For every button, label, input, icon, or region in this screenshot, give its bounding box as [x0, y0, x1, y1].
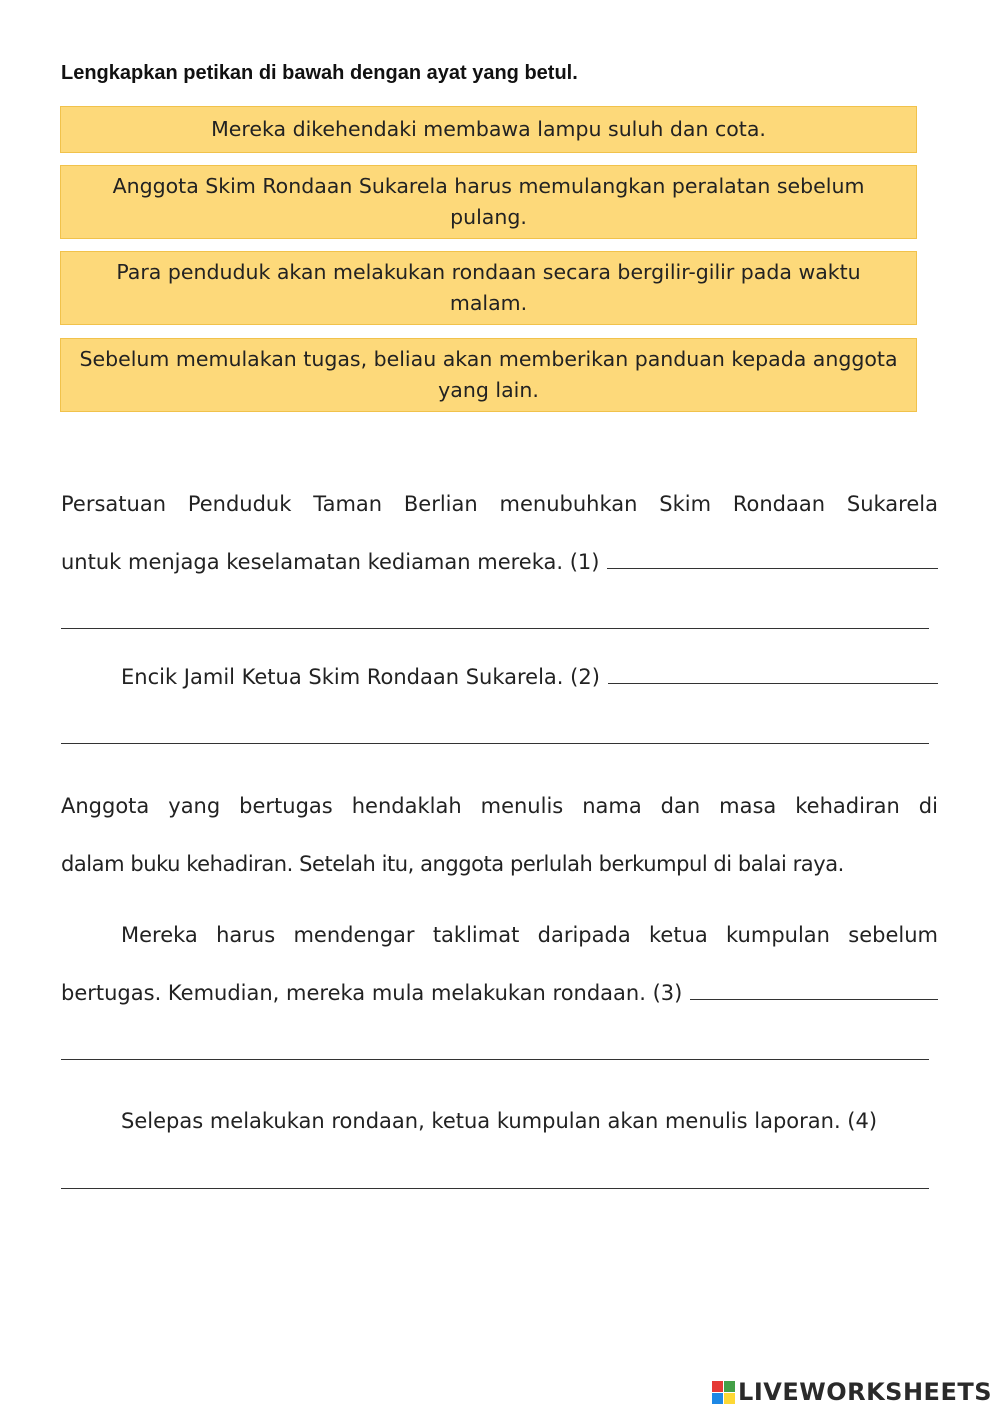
word: Penduduk — [187, 492, 292, 516]
passage-p1-line1 — [61, 492, 938, 516]
word: ketua — [649, 923, 708, 947]
word: menulis — [480, 794, 564, 818]
passage-text: bertugas. Kemudian, mereka mula melakukan rondaan. (3) — [61, 981, 683, 1005]
word: Mereka — [121, 923, 198, 947]
answer-blank-1-continued[interactable] — [61, 628, 929, 629]
word: Berlian — [403, 492, 478, 516]
brand-text: LIVEWORKSHEETS — [738, 1378, 992, 1406]
passage-text: untuk menjaga keselamatan kediaman mereka. (1) — [61, 550, 600, 574]
word: yang — [168, 794, 221, 818]
word: menubuhkan — [499, 492, 638, 516]
word: masa — [719, 794, 777, 818]
answer-blank-3[interactable] — [690, 981, 938, 1000]
word: harus — [216, 923, 276, 947]
word: Anggota — [61, 794, 150, 818]
word: kumpulan — [726, 923, 830, 947]
liveworksheets-logo-icon — [712, 1381, 735, 1404]
word: Skim — [659, 492, 712, 516]
answer-blank-2-continued[interactable] — [61, 743, 929, 744]
passage-p3-line1 — [61, 794, 938, 818]
word: daripada — [537, 923, 631, 947]
word: dan — [660, 794, 701, 818]
liveworksheets-brand — [712, 1378, 992, 1406]
word: di — [918, 794, 938, 818]
word: Taman — [313, 492, 383, 516]
answer-blank-4[interactable] — [61, 1188, 929, 1189]
logo-square-green — [724, 1381, 735, 1392]
word: Persatuan — [61, 492, 166, 516]
word: taklimat — [432, 923, 520, 947]
word: Sukarela — [846, 492, 938, 516]
passage-p3-line2: dalam buku kehadiran. Setelah itu, anggota perlulah berkumpul di balai raya. — [61, 852, 844, 876]
answer-blank-2[interactable] — [608, 665, 938, 684]
answer-option-4[interactable]: Sebelum memulakan tugas, beliau akan memberikan panduan kepada anggota yang lain. — [60, 338, 917, 412]
answer-option-2[interactable]: Anggota Skim Rondaan Sukarela harus memulangkan peralatan sebelum pulang. — [60, 165, 917, 239]
answer-option-3[interactable]: Para penduduk akan melakukan rondaan secara bergilir-gilir pada waktu malam. — [60, 251, 917, 325]
word: sebelum — [848, 923, 938, 947]
word: bertugas — [239, 794, 333, 818]
word: kehadiran — [795, 794, 900, 818]
passage-p4-line1 — [61, 923, 938, 947]
answer-blank-3-continued[interactable] — [61, 1059, 929, 1060]
logo-square-blue — [712, 1393, 723, 1404]
passage-p2-line1 — [61, 665, 938, 689]
word: mendengar — [293, 923, 415, 947]
answer-option-1[interactable]: Mereka dikehendaki membawa lampu suluh dan cota. — [60, 106, 917, 153]
passage-text: Encik Jamil Ketua Skim Rondaan Sukarela. (2) — [121, 665, 600, 689]
word: Rondaan — [732, 492, 826, 516]
answer-blank-1[interactable] — [607, 550, 938, 569]
logo-square-red — [712, 1381, 723, 1392]
word: hendaklah — [351, 794, 462, 818]
instruction-heading: Lengkapkan petikan di bawah dengan ayat yang betul. — [61, 62, 578, 84]
logo-square-yellow — [724, 1393, 735, 1404]
passage-p4-line2 — [61, 981, 938, 1005]
word: nama — [582, 794, 642, 818]
passage-p5-line1: Selepas melakukan rondaan, ketua kumpulan akan menulis laporan. (4) — [121, 1109, 878, 1133]
passage-p1-line2 — [61, 550, 938, 574]
